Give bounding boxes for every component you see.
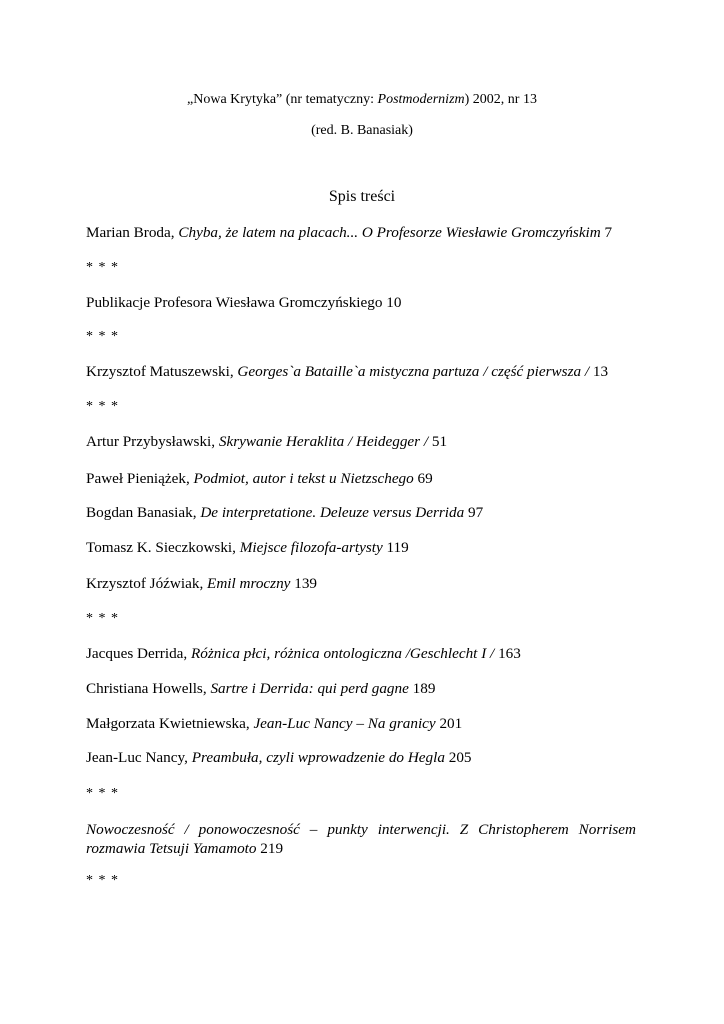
entry-page: 139 (290, 575, 318, 592)
entry-author: Małgorzata Kwietniewska, (86, 715, 254, 732)
toc-entry (86, 748, 636, 767)
entry-page: 163 (494, 645, 521, 662)
toc-entry (86, 574, 636, 593)
toc-entry (86, 469, 636, 488)
entry-page: 189 (408, 680, 436, 697)
section-separator: * * * (86, 260, 119, 275)
entry-page: 13 (589, 363, 609, 380)
entry-author: Jacques Derrida, (86, 645, 191, 662)
entry-title: Nowoczesność / ponowoczesność – punkty interwencji. Z Christopherem Norrisem rozmawia Tetsuji Yamamoto (86, 821, 636, 857)
section-separator: * * * (86, 329, 119, 344)
entry-title: Różnica płci, różnica ontologiczna /Geschlecht I / (191, 645, 495, 662)
journal-prefix: „Nowa Krytyka” (nr tematyczny: (187, 92, 378, 107)
toc-entry (86, 503, 636, 522)
entry-author: Tomasz K. Sieczkowski, (86, 539, 240, 556)
entry-title: Miejsce filozofa-artysty (239, 539, 383, 556)
entry-title: Chyba, że latem na placach... O Profesorze Wiesławie Gromczyńskim (178, 224, 601, 241)
section-separator: * * * (86, 786, 119, 801)
section-separator: * * * (86, 873, 119, 888)
toc-entry (86, 362, 636, 381)
section-separator: * * * (86, 611, 119, 626)
entry-title: De interpretatione. Deleuze versus Derrida (200, 504, 465, 521)
journal-suffix: ) 2002, nr 13 (464, 92, 537, 107)
entry-page: 69 (413, 470, 433, 487)
entry-author: Krzysztof Matuszewski, (86, 363, 238, 380)
entry-author: Bogdan Banasiak, (86, 504, 201, 521)
journal-theme: Postmodernizm (377, 92, 465, 107)
toc-entry (86, 644, 636, 663)
entry-page: 201 (435, 715, 463, 732)
toc-entry (86, 432, 636, 451)
entry-author: Jean-Luc Nancy, (86, 749, 192, 766)
toc-entry (86, 293, 636, 312)
toc-title: Spis treści (328, 188, 396, 205)
entry-author: Artur Przybysławski, (86, 433, 219, 450)
entry-page: 119 (382, 539, 409, 556)
entry-title: Podmiot, autor i tekst u Nietzschego (193, 470, 414, 487)
entry-author: Marian Broda, (86, 224, 179, 241)
toc-entry (86, 679, 636, 698)
entry-title: Emil mroczny (207, 575, 291, 592)
entry-title: Skrywanie Heraklita / Heidegger / (218, 433, 429, 450)
entry-title: Preambuła, czyli wprowadzenie do Hegla (191, 749, 445, 766)
entry-author: Publikacje Profesora Wiesława Gromczyńskiego 10 (86, 294, 402, 311)
toc-entry (86, 223, 636, 242)
entry-page: 97 (464, 504, 484, 521)
entry-page: 219 (256, 840, 284, 857)
entry-page: 7 (600, 224, 613, 241)
toc-entry (86, 714, 636, 733)
entry-author: Christiana Howells, (86, 680, 211, 697)
toc-entry (86, 538, 636, 557)
journal-header (0, 92, 724, 108)
toc-entry (86, 820, 636, 858)
entry-page: 205 (444, 749, 472, 766)
section-separator: * * * (86, 399, 119, 414)
entry-page: 51 (428, 433, 448, 450)
entry-title: Jean-Luc Nancy – Na granicy (253, 715, 436, 732)
entry-title: Georges`a Bataille`a mistyczna partuza / część pierwsza / (237, 363, 590, 380)
entry-author: Krzysztof Jóźwiak, (86, 575, 208, 592)
editor-line: (red. B. Banasiak) (311, 123, 413, 138)
entry-title: Sartre i Derrida: qui perd gagne (210, 680, 409, 697)
entry-author: Paweł Pieniążek, (86, 470, 194, 487)
